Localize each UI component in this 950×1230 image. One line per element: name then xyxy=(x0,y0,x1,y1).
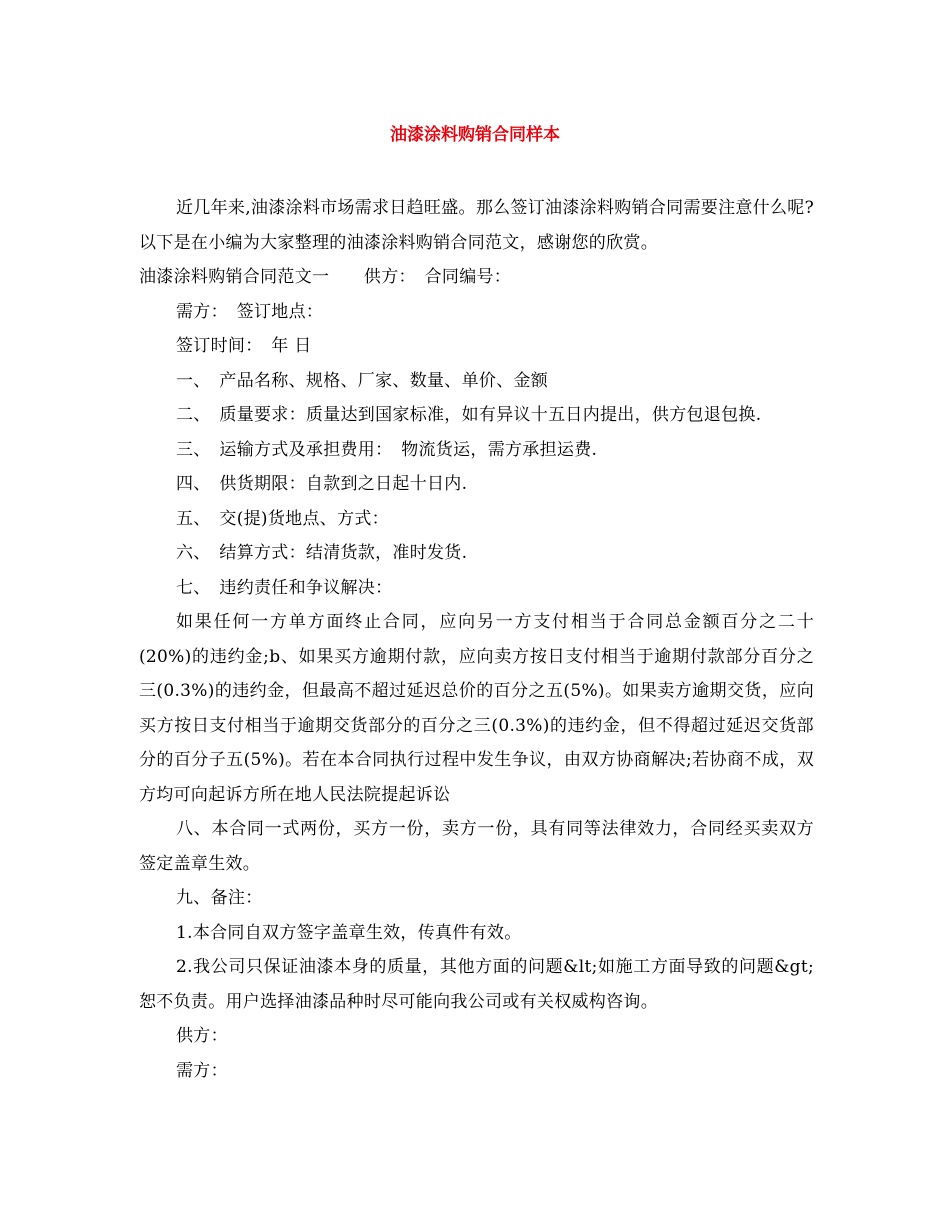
contract-heading-line: 油漆涂料购销合同范文一 供方： 合同编号： xyxy=(139,267,512,287)
clause-8: 八、本合同一式两份，买方一份，卖方一份，具有同等法律效力，合同经买卖双方签定盖章生效。 xyxy=(139,819,814,874)
intro-paragraph: 近几年来,油漆涂料市场需求日趋旺盛。那么签订油漆涂料购销合同需要注意什么呢?以下是在小编为大家整理的油漆涂料购销合同范文，感谢您的欣赏。 xyxy=(139,198,814,253)
sign-time-line: 签订时间： 年 日 xyxy=(176,336,312,356)
clause-9: 九、备注： xyxy=(176,888,263,908)
supplier-signature-line: 供方： xyxy=(176,1026,228,1046)
clause-6: 六、 结算方式：结清货款，准时发货. xyxy=(176,543,468,563)
breach-paragraph: 如果任何一方单方面终止合同，应向另一方支付相当于合同总金额百分之二十(20%)的违约金;b、如果买方逾期付款，应向卖方按日支付相当于逾期付款部分百分之三(0.3%)的违约金，但最高不超过延迟总价的百分之五(5%)。如果卖方逾期交货，应向买方按日支付相当于逾期交货部分的百分之三(0.3%)的违约金，但不得超过延迟交货部分的百分子五(5%)。若在本合同执行过程中发生争议，由双方协商解决;若协商不成，双方均可向起诉方所在地人民法院提起诉讼 xyxy=(139,612,814,805)
document-body xyxy=(139,191,814,1088)
note-1: 1.本合同自双方签字盖章生效，传真件有效。 xyxy=(176,922,522,943)
clause-2: 二、 质量要求：质量达到国家标准，如有异议十五日内提出，供方包退包换. xyxy=(176,405,762,425)
clause-5: 五、 交(提)货地点、方式： xyxy=(176,508,389,529)
clause-1: 一、 产品名称、规格、厂家、数量、单价、金额 xyxy=(176,370,549,391)
clause-7: 七、 违约责任和争议解决： xyxy=(176,577,393,598)
clause-3: 三、 运输方式及承担费用： 物流货运，需方承担运费. xyxy=(176,439,598,460)
document-title: 油漆涂料购销合同样本 xyxy=(390,125,560,145)
clause-4: 四、 供货期限：自款到之日起十日内. xyxy=(176,474,468,494)
buyer-signature-line: 需方： xyxy=(176,1060,228,1081)
note-2: 2.我公司只保证油漆本身的质量，其他方面的问题&lt;如施工方面导致的问题&gt;恕不负责。用户选择油漆品种时尽可能向我公司或有关权威构咨询。 xyxy=(139,957,814,1012)
buyer-place-line: 需方： 签订地点： xyxy=(176,301,324,322)
